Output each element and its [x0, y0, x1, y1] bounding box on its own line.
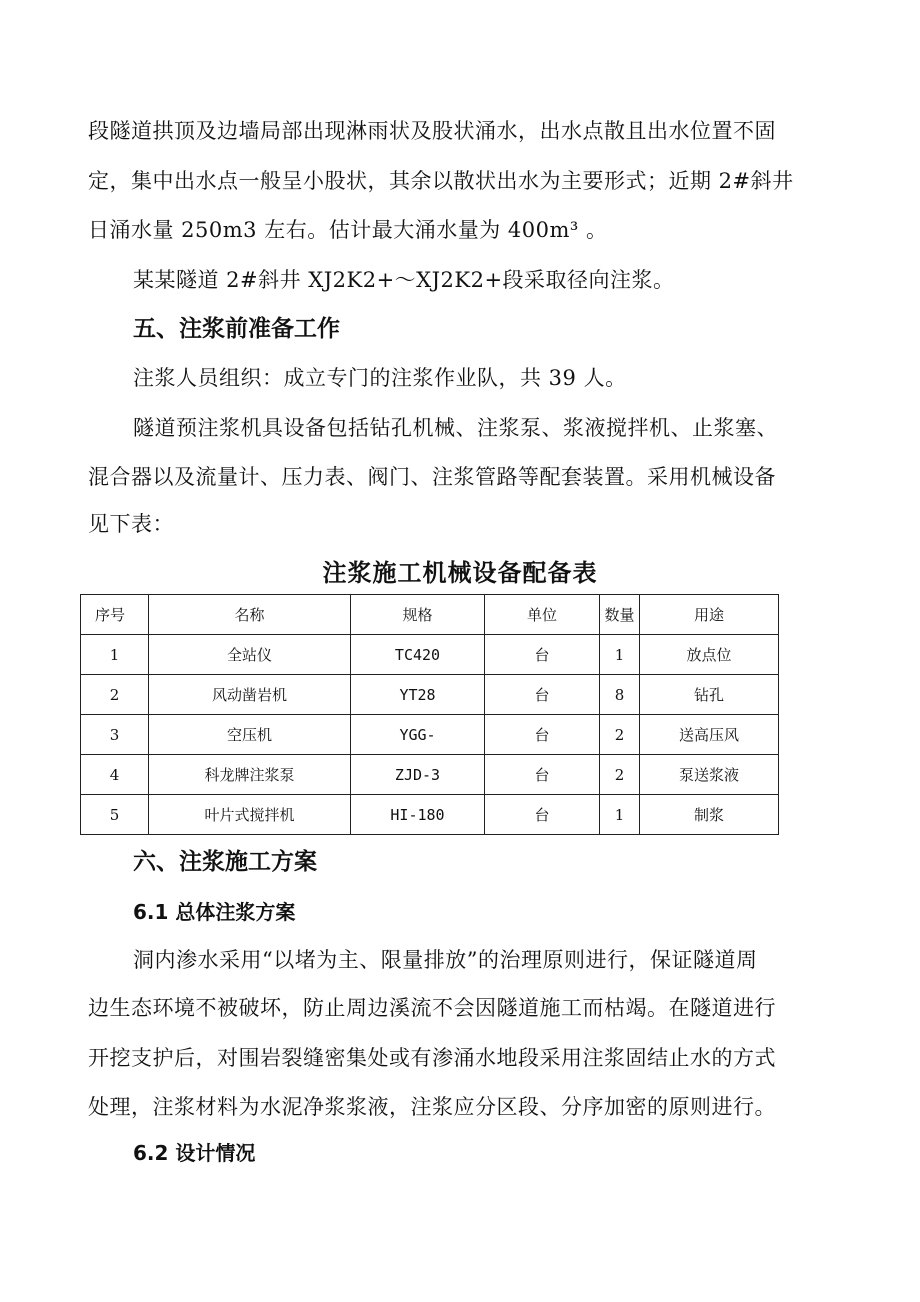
- paragraph-line: 段隧道拱顶及边墙局部出现淋雨状及股状涌水，出水点散且出水位置不固: [88, 119, 776, 143]
- table-cell: 叶片式搅拌机: [149, 795, 351, 835]
- table-row: [81, 715, 779, 755]
- plan-paragraph-line: 处理，注浆材料为水泥净浆浆液，注浆应分区段、分序加密的原则进行。: [88, 1095, 776, 1119]
- table-cell: 放点位: [640, 635, 779, 675]
- header-cell: 序号: [81, 595, 149, 635]
- table-cell: HI-180: [351, 795, 485, 835]
- table-cell: 风动凿岩机: [149, 675, 351, 715]
- section5-heading: 五、注浆前准备工作: [133, 316, 340, 342]
- table-row: [81, 795, 779, 835]
- table-cell: 台: [485, 795, 600, 835]
- table-cell: 4: [81, 755, 149, 795]
- equipment-paragraph-line: 隧道预注浆机具设备包括钻孔机械、注浆泵、浆液搅拌机、止浆塞、: [133, 416, 778, 440]
- header-cell: 用途: [640, 595, 779, 635]
- table-cell: TC420: [351, 635, 485, 675]
- paragraph-line: 日涌水量 250m3 左右。估计最大涌水量为 400m³ 。: [88, 218, 608, 242]
- table-cell: 2: [600, 715, 640, 755]
- table-row: [81, 755, 779, 795]
- table-cell: 1: [81, 635, 149, 675]
- table-cell: 泵送浆液: [640, 755, 779, 795]
- equipment-paragraph-line: 见下表：: [88, 512, 174, 536]
- table-cell: 制浆: [640, 795, 779, 835]
- plan-paragraph-line: 边生态环境不被破坏，防止周边溪流不会因隧道施工而枯竭。在隧道进行: [88, 996, 776, 1020]
- header-cell: 单位: [485, 595, 600, 635]
- paragraph-line: 定，集中出水点一般呈小股状，其余以散状出水为主要形式；近期 2#斜井: [88, 169, 794, 193]
- subsection-6-1-heading: 6.1 总体注浆方案: [133, 900, 296, 924]
- plan-paragraph-line: 洞内渗水采用“以堵为主、限量排放”的治理原则进行，保证隧道周: [133, 948, 758, 972]
- table-cell: YT28: [351, 675, 485, 715]
- table-cell: 全站仪: [149, 635, 351, 675]
- table-cell: 8: [600, 675, 640, 715]
- table-cell: 空压机: [149, 715, 351, 755]
- table-row: [81, 675, 779, 715]
- table-header-row: [81, 595, 779, 635]
- section6-heading: 六、注浆施工方案: [133, 849, 317, 875]
- table-cell: 1: [600, 795, 640, 835]
- grouting-section-paragraph: 某某隧道 2#斜井 XJ2K2+～XJ2K2+段采取径向注浆。: [133, 268, 675, 292]
- table-cell: 2: [81, 675, 149, 715]
- plan-paragraph-line: 开挖支护后，对围岩裂缝密集处或有渗涌水地段采用注浆固结止水的方式: [88, 1046, 776, 1070]
- personnel-paragraph: 注浆人员组织：成立专门的注浆作业队，共 39 人。: [133, 366, 627, 390]
- table-cell: 钻孔: [640, 675, 779, 715]
- table-cell: 1: [600, 635, 640, 675]
- subsection-6-2-heading: 6.2 设计情况: [133, 1141, 256, 1165]
- equipment-table: [80, 594, 779, 835]
- table-cell: 台: [485, 715, 600, 755]
- header-cell: 数量: [600, 595, 640, 635]
- table-cell: YGG-: [351, 715, 485, 755]
- table-cell: 台: [485, 755, 600, 795]
- table-cell: 台: [485, 675, 600, 715]
- header-cell: 名称: [149, 595, 351, 635]
- table-cell: 科龙牌注浆泵: [149, 755, 351, 795]
- equipment-paragraph-line: 混合器以及流量计、压力表、阀门、注浆管路等配套装置。采用机械设备: [88, 465, 776, 489]
- table-cell: 3: [81, 715, 149, 755]
- table-cell: ZJD-3: [351, 755, 485, 795]
- table-cell: 台: [485, 635, 600, 675]
- table-row: [81, 635, 779, 675]
- table-cell: 送高压风: [640, 715, 779, 755]
- table-cell: 2: [600, 755, 640, 795]
- table-cell: 5: [81, 795, 149, 835]
- table-title: 注浆施工机械设备配备表: [322, 559, 598, 587]
- header-cell: 规格: [351, 595, 485, 635]
